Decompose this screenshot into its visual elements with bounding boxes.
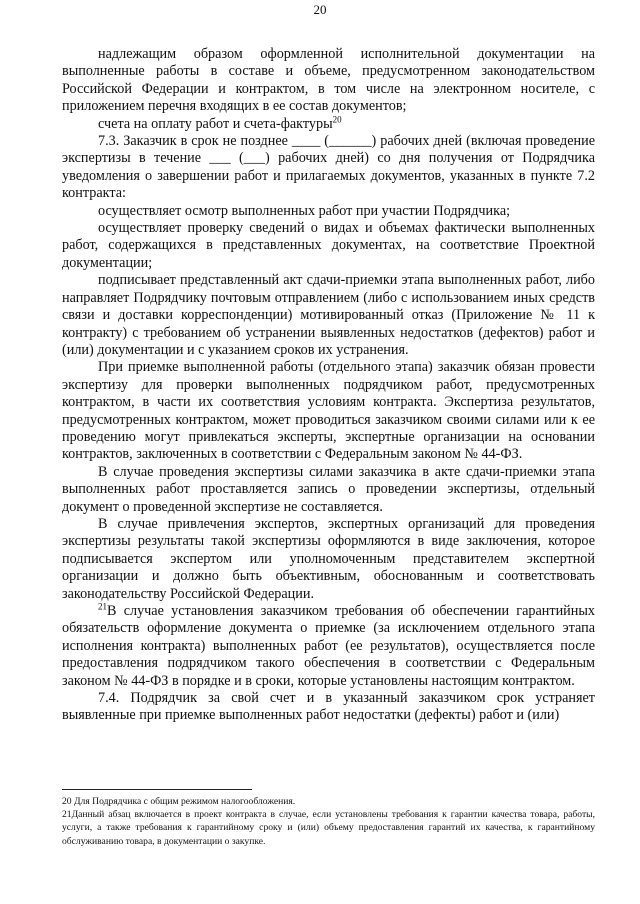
paragraph-text: 7.3. Заказчик в срок не позднее ____ (______) рабочих дней (включая проведение экспертизы в течение ___ (___) рабочих дней) со дня получения от Подрядчика уведомления о завершении работ и прилагаемых документов, указанных в пункте 7.2 контракта: <box>62 133 595 202</box>
paragraph-text: осуществляет проверку сведений о видах и объемах фактически выполненных работ, содержащихся в представленных документах, на соответствие Проектной документации; <box>62 220 595 271</box>
paragraph-inspection <box>62 203 595 220</box>
paragraph-text: При приемке выполненной работы (отдельного этапа) заказчик обязан провести экспертизу для проверки выполненных подрядчиком работ, предусмотренных контрактом, в части их соответствия условиям контракта. Экспертиза результатов, предусмотренных контрактом, может проводиться заказчиком своими силами или к ее проведению могут привлекаться эксперты, экспертные организации на основании контрактов, заключенных в соответствии с Федеральным законом № 44-ФЗ. <box>62 359 595 463</box>
footnote-20: 20 Для Подрядчика с общим режимом налогообложения. <box>62 796 296 807</box>
paragraph-invoices <box>62 113 595 133</box>
paragraph-expertise <box>62 359 595 463</box>
paragraph-documentation <box>62 46 595 116</box>
footnotes <box>62 795 595 848</box>
paragraph-verification <box>62 220 595 272</box>
footnote-divider <box>62 789 252 790</box>
paragraph-signing <box>62 272 595 359</box>
paragraph-text: счета на оплату работ и счета-фактуры <box>98 115 333 132</box>
page-number: 20 <box>313 2 327 17</box>
paragraph-external-experts <box>62 516 595 603</box>
paragraph-text: В случае проведения экспертизы силами заказчика в акте сдачи-приемки этапа выполненных работ проставляется запись о проведении экспертизы, отдельный документ о проведенной экспертизе не составляется. <box>62 463 595 515</box>
footnote-21: 21Данный абзац включается в проект контракта в случае, если установлены требования к гарантии качества товара, работы, услуги, а также требования к гарантийному сроку и (или) объему предоставления гарантий их качества, к гарантийному обслуживанию товара, в документации о закупке. <box>62 809 595 847</box>
footnote-ref-21[interactable]: 21 <box>98 601 107 612</box>
paragraph-text: В случае привлечения экспертов, экспертных организаций для проведения экспертизы результаты такой экспертизы оформляются в виде заключения, которое подписывается экспертом или уполномоченным представителем экспертной организации и должно быть объективным, обоснованным и соответствовать законодательству Российской Федерации. <box>62 515 595 602</box>
paragraph-warranty <box>62 603 595 690</box>
footnote-ref-20[interactable]: 20 <box>332 113 342 124</box>
paragraph-text: осуществляет осмотр выполненных работ при участии Подрядчика; <box>98 202 511 219</box>
paragraph-text: подписывает представленный акт сдачи-приемки этапа выполненных работ, либо направляет Подрядчику почтовым отправлением (либо с использованием иных средств связи и доставки корреспонденции) мотивированный отказ (Приложение № 11 к контракту) с требованием об устранении выявленных недостатков (дефектов) работ и (или) документации и с указанием сроков их устранения. <box>62 272 595 358</box>
paragraph-text: В случае установления заказчиком требования об обеспечении гарантийных обязательств оформление документа о приемке (за исключением отдельного этапа исполнения контракта) выполненных работ (ее результатов), осуществляется после предоставления подрядчиком такого обеспечения в соответствии с Федеральным законом № 44-ФЗ в порядке и в сроки, которые установлены настоящим контрактом. <box>62 603 595 689</box>
paragraph-own-expertise <box>62 464 595 516</box>
paragraph-text: надлежащим образом оформленной исполнительной документации на выполненные работы в составе и объеме, предусмотренном законодательством Российской Федерации и контрактом, в том числе на электронном носителе, с приложением перечня входящих в ее состав документов; <box>62 46 595 115</box>
paragraph-7-3 <box>62 133 595 203</box>
paragraph-text: 7.4. Подрядчик за свой счет и в указанный заказчиком срок устраняет выявленные при приемке выполненных работ недостатки (дефекты) работ и (или) <box>62 690 595 724</box>
document-body <box>62 46 595 725</box>
paragraph-7-4 <box>62 690 595 725</box>
